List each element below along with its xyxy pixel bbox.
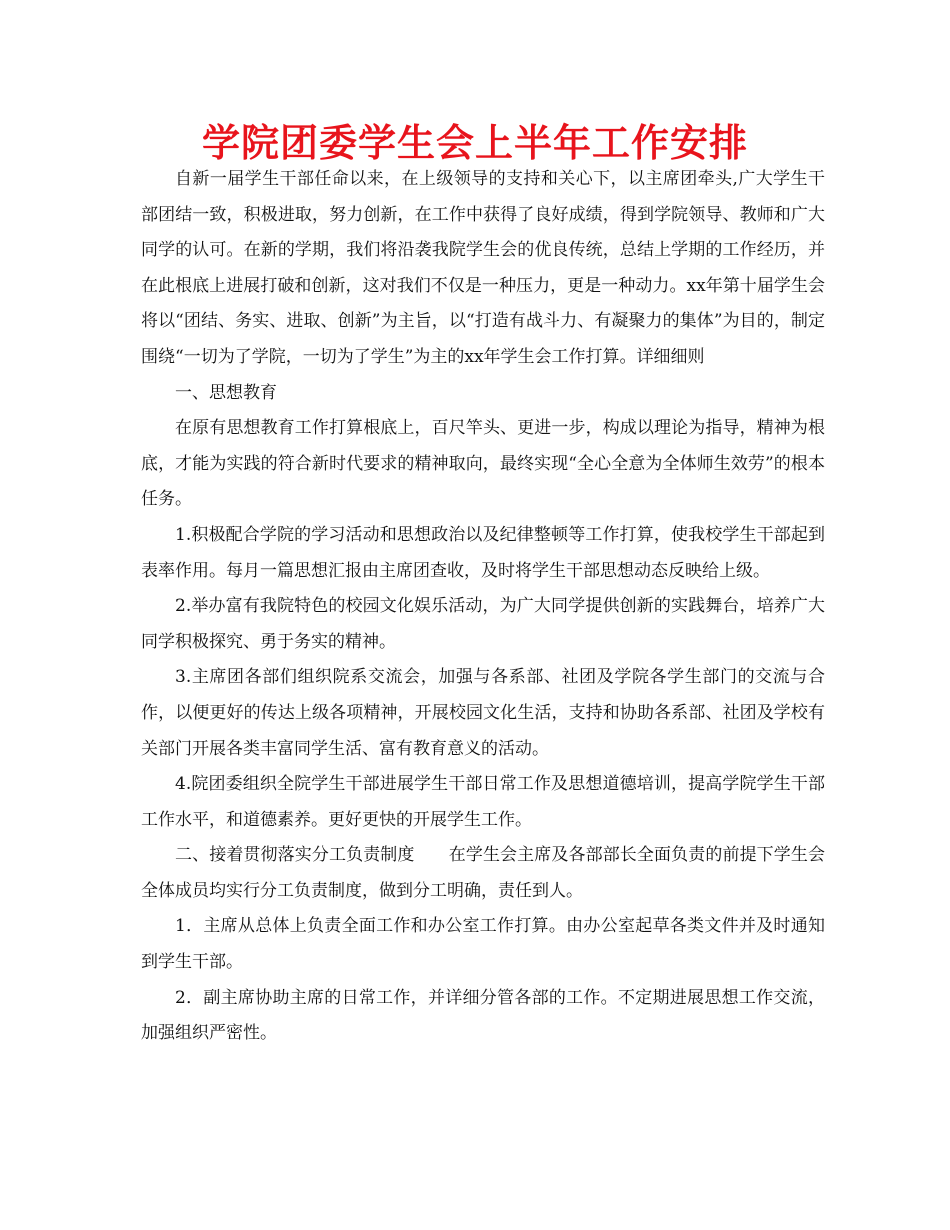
list-item-vice-chairman: 2．副主席协助主席的日常工作，并详细分管各部的工作。不定期进展思想工作交流，加强组织严密性。 (141, 987, 825, 1044)
list-item-1: 1.积极配合学院的学习活动和思想政治以及纪律整顿等工作打算，使我校学生干部起到表率作用。每月一篇思想汇报由主席团查收，及时将学生干部思想动态反映给上级。 (141, 524, 825, 581)
paragraph-ideological-education: 在原有思想教育工作打算根底上，百尺竿头、更进一步，构成以理论为指导，精神为根底，才能为实践的符合新时代要求的精神取向，最终实现“全心全意为全体师生效劳”的根本任务。 (141, 418, 825, 510)
list-item-chairman: 1．主席从总体上负责全面工作和办公室工作打算。由办公室起草各类文件并及时通知到学生干部。 (141, 916, 825, 973)
section-heading-responsibility-system: 二、接着贯彻落实分工负责制度 在学生会主席及各部部长全面负责的前提下学生会全体成员均实行分工负责制度，做到分工明确，责任到人。 (141, 845, 825, 901)
document-title: 学院团委学生会上半年工作安排 (201, 121, 748, 165)
section-heading-ideological-education: 一、思想教育 (175, 382, 277, 403)
intro-paragraph: 自新一届学生干部任命以来，在上级领导的支持和关心下，以主席团牵头,广大学生干部团结一致，积极进取，努力创新，在工作中获得了良好成绩，得到学院领导、教师和广大同学的认可。在新的学期，我们将沿袭我院学生会的优良传统，总结上学期的工作经历，并在此根底上进展打破和创新，这对我们不仅是一种压力，更是一种动力。xx年第十届学生会将以“团结、务实、进取、创新”为主旨，以“打造有战斗力、有凝聚力的集体”为目的，制定围绕“一切为了学院，一切为了学生”为主的xx年学生会工作打算。详细细则 (141, 169, 825, 367)
list-item-2: 2.举办富有我院特色的校园文化娱乐活动，为广大同学提供创新的实践舞台，培养广大同学积极探究、勇于务实的精神。 (141, 596, 825, 652)
document-body (141, 162, 825, 1052)
list-item-4: 4.院团委组织全院学生干部进展学生干部日常工作及思想道德培训，提高学院学生干部工作水平，和道德素养。更好更快的开展学生工作。 (141, 774, 825, 830)
list-item-3: 3.主席团各部们组织院系交流会，加强与各系部、社团及学院各学生部门的交流与合作，以便更好的传达上级各项精神，开展校园文化生活，支持和协助各系部、社团及学校有关部门开展各类丰富同学生活、富有教育意义的活动。 (141, 667, 825, 759)
